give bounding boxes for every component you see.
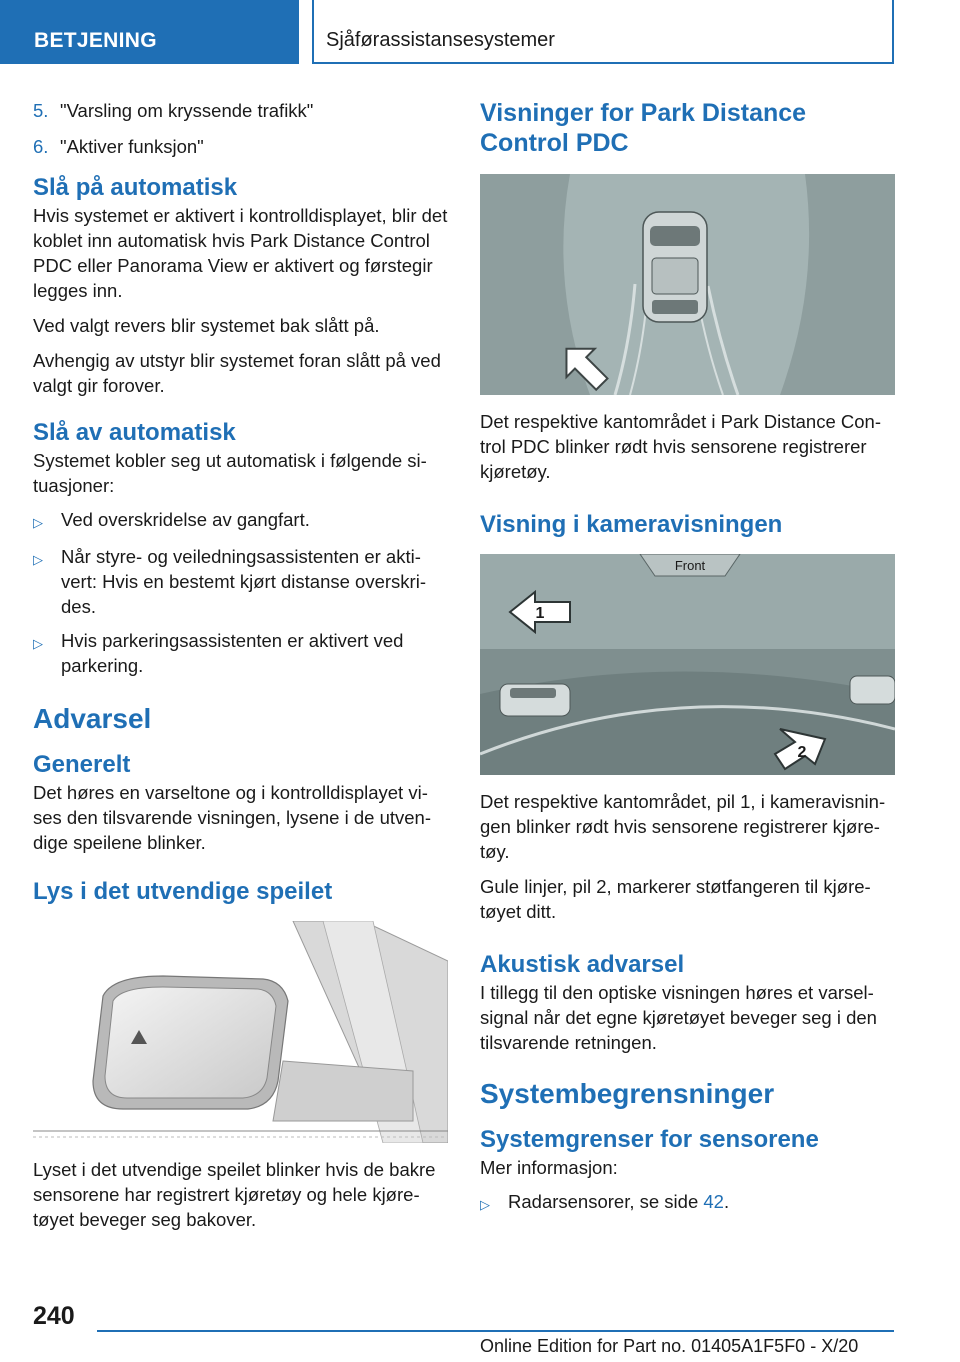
step-number: 6. bbox=[33, 136, 49, 157]
list-item-text bbox=[508, 1189, 729, 1217]
page-number: 240 bbox=[33, 1302, 75, 1330]
heading-warning: Advarsel bbox=[33, 703, 152, 734]
list-item bbox=[33, 544, 448, 619]
step-text: "Aktiver funksjon" bbox=[60, 136, 204, 157]
step-item bbox=[33, 134, 448, 159]
camera-drawing bbox=[480, 554, 895, 775]
chapter-tab bbox=[312, 0, 894, 64]
radar-text-end: . bbox=[723, 1191, 730, 1212]
list-item-text: Ved overskridelse av gangfart. bbox=[61, 509, 310, 530]
arrow-1-label: 1 bbox=[535, 605, 545, 622]
heading-sensor-limits: Systemgrenser for sensorene bbox=[480, 1126, 819, 1153]
general-paragraph: Det høres en varseltone og i kontrolldisplayet vises den tilsvarende visningen, lysene i de utvendige speilene blinker. bbox=[33, 782, 431, 853]
heading-general: Generelt bbox=[33, 751, 131, 778]
heading-mirror-light: Lys i det utvendige speilet bbox=[33, 878, 333, 905]
mirror-illustration bbox=[33, 921, 448, 1143]
acoustic-paragraph: I tillegg til den optiske visningen høres et varselsignal når det egne kjøretøyet beveger seg i den tilsvarende retningen. bbox=[480, 982, 877, 1053]
right-column bbox=[480, 98, 895, 1217]
heading-auto-off: Slå av automatisk bbox=[33, 419, 236, 446]
triangle-bullet-icon: ▷ bbox=[480, 1197, 490, 1212]
step-text: "Varsling om kryssende trafikk" bbox=[60, 100, 314, 121]
heading-camera-view: Visning i kameravisningen bbox=[480, 511, 783, 538]
step-number: 5. bbox=[33, 100, 49, 121]
auto-on-paragraph-2: Ved valgt revers blir systemet bak slått på. bbox=[33, 315, 380, 336]
arrow-2-label: 2 bbox=[797, 744, 807, 761]
step-item bbox=[33, 98, 448, 123]
mirror-caption: Lyset i det utvendige speilet blinker hvis de bakre sensorene har registrert kjøretøy og hele kjøretøyet beveger seg bakover. bbox=[33, 1159, 436, 1230]
heading-pdc-views: Visninger for Park Distance Control PDC bbox=[480, 99, 807, 157]
mirror-drawing bbox=[33, 921, 448, 1143]
more-info-text: Mer informasjon: bbox=[480, 1157, 618, 1178]
triangle-bullet-icon: ▷ bbox=[33, 636, 43, 651]
list-item-text: Når styre- og veiledningsassistenten er aktivert: Hvis en bestemt kjørt distanse overskrides. bbox=[61, 546, 426, 617]
list-item bbox=[33, 628, 448, 678]
auto-on-paragraph-3: Avhengig av utstyr blir systemet foran slått på ved valgt gir forover. bbox=[33, 350, 441, 396]
heading-auto-on: Slå på automatisk bbox=[33, 174, 238, 201]
camera-caption-1: Det respektive kantområdet, pil 1, i kameravisningen blinker rødt hvis sensorene registrerer kjøretøy. bbox=[480, 791, 886, 862]
section-title: BETJENING bbox=[34, 29, 157, 52]
pdc-caption: Det respektive kantområdet i Park Distance Control PDC blinker rødt hvis sensorene registrerer kjøretøy. bbox=[480, 411, 882, 482]
heading-acoustic-warning: Akustisk advarsel bbox=[480, 951, 685, 978]
camera-illustration bbox=[480, 554, 895, 775]
footer-edition: Online Edition for Part no. 01405A1F5F0 - X/20 bbox=[480, 1336, 859, 1356]
chapter-title: Sjåførassistansesystemer bbox=[326, 29, 555, 51]
page-link-42[interactable]: 42 bbox=[703, 1191, 724, 1212]
radar-text: Radarsensorer, se side bbox=[508, 1191, 704, 1212]
heading-system-limits: Systembegrensninger bbox=[480, 1078, 775, 1109]
list-item bbox=[33, 507, 448, 535]
triangle-bullet-icon: ▷ bbox=[33, 552, 43, 567]
left-column bbox=[33, 98, 448, 1232]
list-item bbox=[480, 1189, 895, 1217]
pdc-drawing bbox=[480, 174, 895, 395]
footer-divider bbox=[97, 1330, 894, 1332]
auto-off-paragraph: Systemet kobler seg ut automatisk i følgende situasjoner: bbox=[33, 450, 427, 496]
camera-caption-2: Gule linjer, pil 2, markerer støtfangeren til kjøretøyet ditt. bbox=[480, 876, 871, 922]
front-label: Front bbox=[674, 558, 706, 573]
triangle-bullet-icon: ▷ bbox=[33, 515, 43, 530]
section-tab bbox=[0, 0, 299, 64]
list-item-text: Hvis parkeringsassistenten er aktivert ved parkering. bbox=[61, 630, 404, 676]
auto-on-paragraph-1: Hvis systemet er aktivert i kontrolldisplayet, blir det koblet inn automatisk hvis Park Distance Control PDC eller Panorama View er aktivert og førstegir legges inn. bbox=[33, 205, 448, 301]
pdc-illustration bbox=[480, 174, 895, 395]
